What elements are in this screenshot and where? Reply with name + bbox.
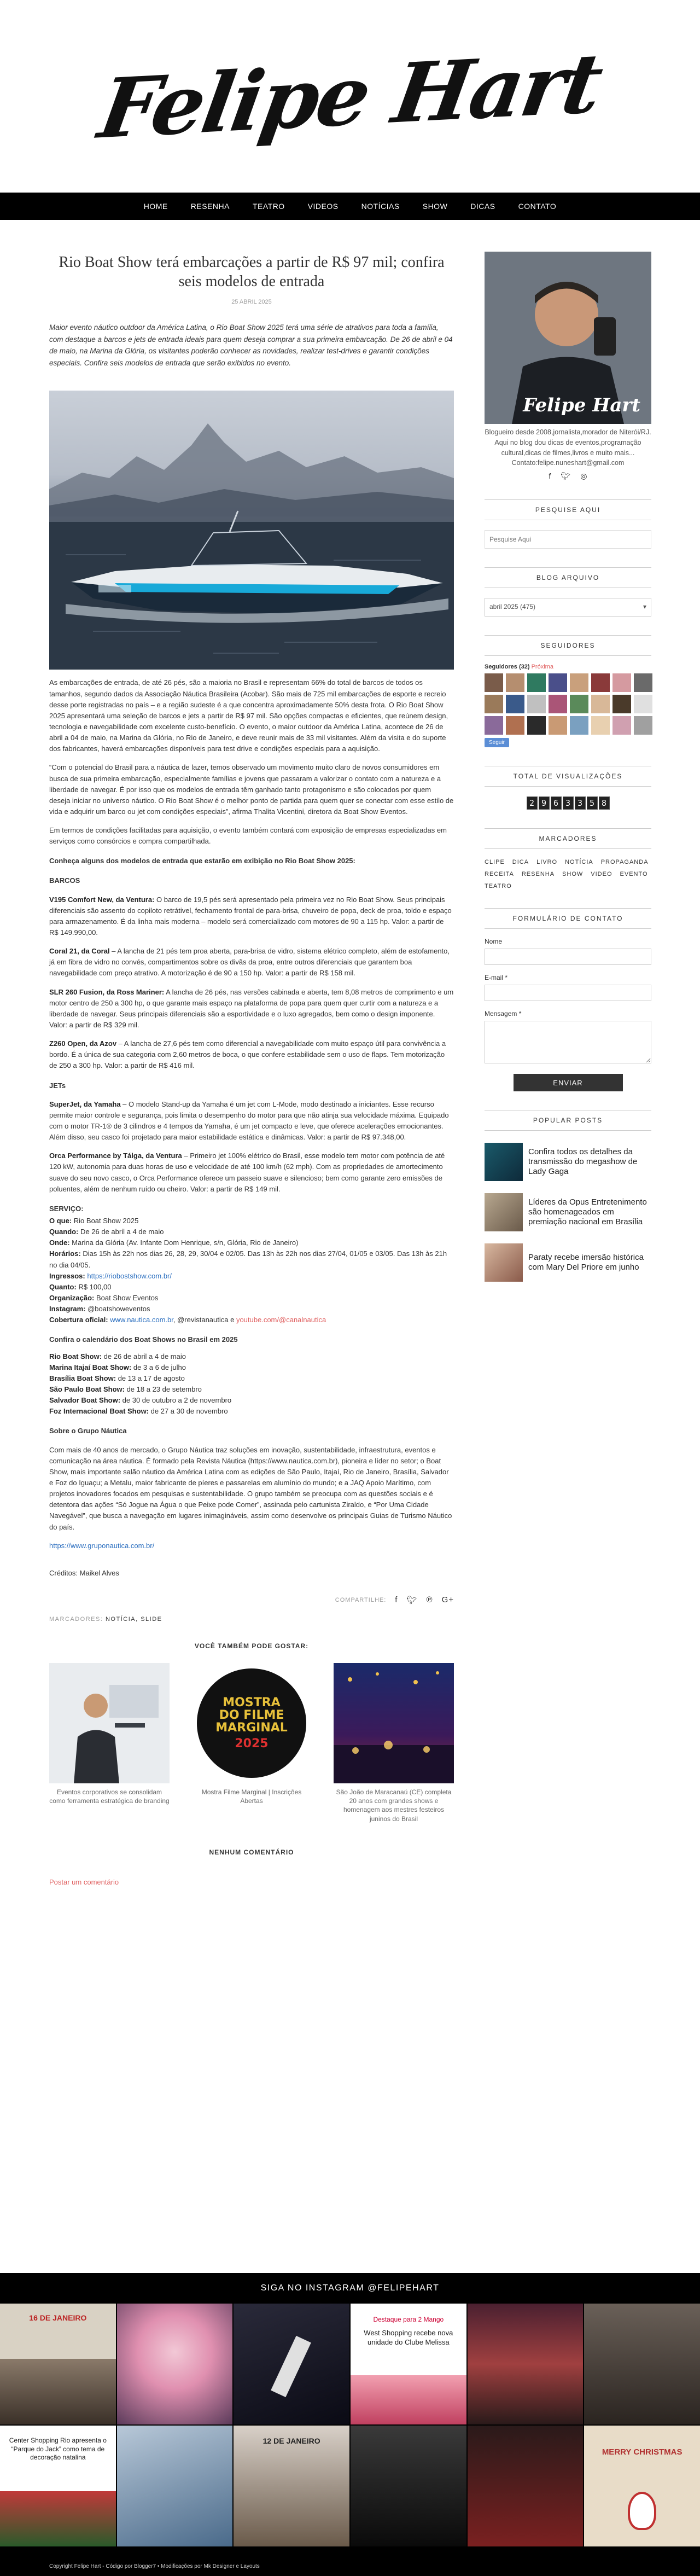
instagram-post[interactable] [0,2426,116,2546]
instagram-footer [0,2273,700,2576]
avatar[interactable] [612,673,631,692]
follow-button[interactable]: Seguir [485,738,509,747]
model-desc: – Primeiro jet 100% elétrico do Brasil, esse modelo tem motor com potência de até 120 kW, autonomia para duas horas de uso e velocidade de até 100 km/h (62 mph). Com as propriedades de amortecimento suave do seu novo casco, o Orca Performance oferece um passeio suave e silencioso; bem como garante zero emissões de poluentes, além de nenhum ruído ou cheiro. Valor: a partir de R$ 149 mil. [49,1152,445,1193]
service-item [49,1315,454,1325]
tag-link[interactable]: RECEITA [485,871,514,877]
nav-contato[interactable]: CONTATO [518,202,557,211]
tag-link[interactable]: LIVRO [536,859,558,865]
service-heading: SERVIÇO: [49,1204,84,1213]
message-field[interactable] [485,1021,651,1063]
related-item[interactable] [334,1663,454,1823]
avatar[interactable] [634,716,652,735]
model-name: Coral 21, da Coral [49,947,110,956]
post-body [49,677,454,1579]
chevron-down-icon: ▾ [643,603,646,610]
tag-link[interactable]: CLIPE [485,859,505,865]
message-label: Mensagem * [485,1010,522,1017]
profile-signature: Felipe Hart [523,394,640,416]
service-item [49,1271,454,1282]
model-coral21 [49,946,454,979]
twitter-icon[interactable]: 🐦︎ [561,472,571,480]
model-superjet [49,1099,454,1143]
content-wrap [0,220,700,2271]
instagram-post[interactable] [234,2426,349,2546]
service-key: Quando: [49,1228,79,1236]
avatar[interactable] [570,673,588,692]
search-title: PESQUISE AQUI [485,499,651,520]
instagram-icon[interactable]: ◎ [580,472,587,480]
service-list [49,1216,454,1325]
tag-link[interactable]: PROPAGANDA [600,859,649,865]
followers-count: Seguidores (32) [485,664,530,670]
instagram-post-caption: MERRY CHRISTMAS [602,2447,682,2457]
nav-videos[interactable]: VIDEOS [307,202,339,211]
related-item-title[interactable]: Eventos corporativos se consolidam como ferramenta estratégica de branding [49,1788,170,1805]
film-festival-name: MOSTRA DO FILME MARGINAL [215,1695,288,1735]
instagram-post[interactable] [468,2426,584,2546]
twitter-icon[interactable]: 🐦︎ [406,1595,418,1605]
avatar[interactable] [527,673,546,692]
pinterest-icon[interactable]: ℗ [426,1595,433,1605]
service-value: De 26 de abril a 4 de maio [78,1228,164,1236]
calendar-item [49,1384,454,1395]
name-field[interactable] [485,949,651,965]
popular-item-title[interactable]: Confira todos os detalhes da transmissão do megashow de Lady Gaga [528,1147,638,1176]
instagram-post[interactable] [0,2304,116,2424]
service-item [49,1226,454,1237]
post-subheading: JETs [49,1081,66,1090]
model-desc: – A lancha de 27,6 pés tem como diferencial a navegabilidade com muito espaço útil para convivência a bordo. É a única de sua categoria com 2,60 metros de boca, o que confere estabilidade sem o uso de flaps. Tem motorização de 250 a 300 hp. Valor: a partir de R$ 416 mil. [49,1039,446,1070]
service-item [49,1293,454,1304]
film-festival-year: 2025 [235,1737,269,1751]
instagram-post[interactable] [351,2426,466,2546]
counter-digit: 5 [587,796,598,810]
instagram-post[interactable] [351,2304,466,2424]
post-paragraph: As embarcações de entrada, de até 26 pés, são a maioria no Brasil e representam 66% do total de barcos de todos os tamanhos, segundo dados da Associação Náutica Brasileira (Acobar). São mais de 725 mil embarcações de esporte e recreio desse porte registradas no país – e a região sudeste é a que concentra aproximadamente 50% desta frota. O Rio Boat Show 2025 apresentará uma seleção de barcos e jets a partir de R$ 97 mil. São opções compactas e eficientes, que reúnem design, tecnologia e navegabilidade com excelente custo-benefício. O evento, o maior outdoor da América Latina, acontece de 26 de abril a 04 de maio, na Marina da Glória, no Rio de Janeiro, e deve reunir mais de 33 mil visitantes. Além da visita e do suporte dos fabricantes, haverá embarcações disponíveis para test drive e condições especiais para a aquisição. [49,678,448,753]
service-item [49,1282,454,1293]
instagram-post[interactable] [117,2426,233,2546]
post-labels [49,1616,454,1623]
followers-grid [485,673,651,735]
avatar[interactable] [485,695,503,713]
tags-title: MARCADORES [485,828,651,849]
avatar[interactable] [570,695,588,713]
nautica-link[interactable]: www.nautica.com.br [110,1316,173,1324]
main-nav [0,193,700,220]
share-bar [49,1595,454,1605]
profile-social [485,472,651,481]
instagram-post[interactable] [584,2304,700,2424]
counter-digit: 3 [563,796,574,810]
instagram-post[interactable] [468,2304,584,2424]
calendar-key: Brasília Boat Show: [49,1374,116,1382]
post-paragraph: “Com o potencial do Brasil para a náutica de lazer, temos observado um movimento muito claro de novos consumidores em busca de sua primeira embarcação, especialmente famílias e jovens que passaram a valorizar o contato com a natureza e a liberdade de navegar. É por isso que os modelos de entrada têm ganhado tanto protagonismo e são colocados por quem deseja iniciar no universo náutico. O Rio Boat Show é o melhor ponto de partida para quem quer se conectar com esse estilo de vida e adquirir um barco ou jet com condições especiais”, afirma Thalita Vicentini, diretora da Boat Show Eventos. [49,763,454,816]
calendar-key: Salvador Boat Show: [49,1396,121,1405]
model-desc: – O modelo Stand-up da Yamaha é um jet com L-Mode, modo destinado a iniciantes. Esse recurso permite maior controle e segurança, pois limita o desempenho do motor para que não atinja sua velocidade máxima. Equipado com o motor TR-1® de 3 cilindros e 4 tempos da Yamaha, é um jet compacto e leve, que oferece acelerações emocionantes. Além disso, seu casco foi projetado para maior estabilidade estática e dinâmicas. Valor: a partir de R$ 97.348,00. [49,1100,449,1142]
related-thumb[interactable] [191,1663,312,1783]
views-widget [485,766,651,810]
avatar[interactable] [612,716,631,735]
views-counter [485,796,651,810]
calendar-value: de 3 a 6 de julho [131,1363,186,1371]
archive-widget [485,567,651,617]
calendar-item [49,1373,454,1384]
related-posts [49,1663,454,1823]
post-photo-boat [49,391,454,670]
model-desc: O barco de 19,5 pés será apresentado pela primeira vez no Rio Boat Show. Seus principais diferenciais são assento do copiloto retrátivel, fechamento frontal de para-brisa, chuveiro de popa, deck de proa, toldo e espaço para armazenamento. É da linha mais moderna – modelo será comercializado com motores de 90 a 115 hp. Valor: a partir de R$ 149.990,00. [49,895,452,937]
post-paragraph: Em termos de condições facilitadas para aquisição, o evento também contará com exposição de empresas especializadas em serviços como consórcios e compra compartilhada. [49,826,447,846]
post-title[interactable]: Rio Boat Show terá embarcações a partir de R$ 97 mil; confira seis modelos de entrada [59,254,445,290]
model-name: SLR 260 Fusion, da Ross Mariner: [49,987,165,996]
tag-link[interactable]: RESENHA [521,871,555,877]
film-festival-poster [197,1668,306,1778]
share-label: COMPARTILHE: [335,1596,387,1603]
avatar[interactable] [506,716,524,735]
counter-digit: 8 [599,796,610,810]
facebook-icon[interactable]: f [395,1595,398,1605]
calendar-key: Marina Itajaí Boat Show: [49,1363,132,1371]
avatar[interactable] [506,695,524,713]
calendar-value: de 13 a 17 de agosto [116,1374,185,1382]
calendar-value: de 30 de outubro a 2 de novembro [120,1396,232,1405]
popular-item-title[interactable]: Paraty recebe imersão histórica com Mary Del Priore em junho [528,1253,644,1272]
avatar[interactable] [549,716,567,735]
popular-thumb[interactable] [485,1243,523,1282]
popular-item[interactable] [485,1193,651,1231]
service-key: Horários: [49,1249,81,1258]
avatar[interactable] [591,716,610,735]
profile-photo [485,252,651,424]
calendar-key: Foz Internacional Boat Show: [49,1407,149,1416]
post [49,253,454,1886]
avatar[interactable] [612,695,631,713]
avatar[interactable] [591,673,610,692]
service-item [49,1237,454,1248]
search-input[interactable] [485,530,651,549]
related-item[interactable] [191,1663,312,1823]
tag-link[interactable]: DICA [512,859,529,865]
instagram-title[interactable]: SIGA NO INSTAGRAM @FELIPEHART [260,2283,440,2293]
model-name: SuperJet, da Yamaha [49,1100,121,1108]
avatar[interactable] [506,673,524,692]
tag-link[interactable]: VIDEO [591,871,612,877]
model-desc: A lancha de 26 pés, nas versões cabinada e aberta, tem 8,08 metros de comprimento e um motor centro de 250 a 300 hp, o que garante mais espaço na plataforma de popa para quem quer curtir com a natureza e a liberdade de navegar. Seus principais diferenciais são a esportividade e o luxo agregados, bem como o design imponente. Valor: a partir de R$ 329 mil. [49,987,454,1030]
instagram-post[interactable] [584,2426,700,2546]
copyright: Copyright Felipe Hart - Código por Blogger7 • Modificações por Mk Designer e Layouts [49,2563,260,2569]
popular-item[interactable] [485,1143,651,1181]
avatar[interactable] [570,716,588,735]
calendar-key: Rio Boat Show: [49,1352,102,1360]
tag-link[interactable]: EVENTO [620,871,648,877]
related-thumb[interactable] [334,1663,454,1783]
group-paragraph: Com mais de 40 anos de mercado, o Grupo Náutica traz soluções em inovação, sustentabilidade, infraestrutura, eventos e comunicação na área náutica. É formado pela Revista Náutica (https://www.nautica.com.br), pioneira e líder no setor; o Boat Show, mais importante salão náutico da América Latina com as edições de São Paulo, Itajaí, Rio de Janeiro, Brasília, Salvador e Foz do Iguaçu; a Metalu, maior fabricante de píeres e passarelas em alumínio do mundo; e a JAQ Apoio Marítimo, com projetos inovadores focados em pesquisas e sustentabilidade. O grupo também se preocupa com as questões sociais e é detentora das ações “Só Jogue na Água o que Peixe pode Comer”, assinada pelo cartunista Ziraldo, e “Por Uma Cidade Navegável”, que busca a navegação em lugares inimagináveis, assim como desenvolve os principais Guias de Turismo Náutico do país. [49,1445,452,1531]
counter-digit: 6 [551,796,562,810]
tag-link[interactable]: SHOW [562,871,584,877]
popular-widget [485,1110,651,1282]
counter-digit: 9 [539,796,550,810]
sidebar [485,252,651,1282]
archive-value: abril 2025 (475) [489,603,536,610]
service-item [49,1248,454,1270]
group-link[interactable]: https://www.gruponautica.com.br/ [49,1541,155,1550]
model-slr260 [49,987,454,1031]
avatar[interactable] [485,673,503,692]
instagram-post-caption: 16 DE JANEIRO [29,2313,87,2322]
popular-item-title[interactable]: Líderes da Opus Entretenimento são homenageados em premiação nacional em Brasília [528,1197,647,1226]
instagram-post[interactable] [117,2304,233,2424]
calendar-item [49,1395,454,1406]
popular-title: POPULAR POSTS [485,1110,651,1131]
labels-items[interactable]: NOTÍCIA, SLIDE [105,1615,162,1623]
archive-select[interactable] [485,598,651,617]
group-heading: Sobre o Grupo Náutica [49,1427,127,1435]
model-name: Orca Performance by Tálga, da Ventura [49,1152,182,1160]
facebook-icon[interactable]: f [549,472,551,480]
related-thumb[interactable] [49,1663,170,1783]
model-v195 [49,894,454,939]
service-value: Marina da Glória (Av. Infante Dom Henrique, s/n, Glória, Rio de Janeiro) [69,1238,299,1247]
counter-digit: 3 [575,796,586,810]
nav-show[interactable]: SHOW [422,202,448,211]
service-key: Organização: [49,1293,95,1302]
followers-next[interactable]: Próxima [531,664,553,670]
labels-prefix: MARCADORES: [49,1615,103,1623]
post-intro: Maior evento náutico outdoor da América Latina, o Rio Boat Show 2025 terá uma série de atrativos para toda a família, com destaque a barcos e jets de entrada ideais para quem deseja comprar a sua primeira embarcação. De 26 de abril e 04 de maio, na Marina da Glória, os visitantes poderão conhecer as novidades, realizar test-drives e garantir condições especiais. Confira seis modelos de entrada que serão exibidos no evento. [49,323,453,367]
post-subheading: Conheça alguns dos modelos de entrada que estarão em exibição no Rio Boat Show 2025: [49,857,355,865]
model-z260 [49,1038,454,1071]
post-comment-link[interactable]: Postar um comentário [49,1877,119,1886]
avatar[interactable] [634,695,652,713]
profile-description: Blogueiro desde 2008,jornalista,morador de Niterói/RJ. Aqui no blog dou dicas de eventos,programação cultural,dicas de filmes,livros e muito mais... Contato:felipe.nuneshart@gmail.com [485,428,651,467]
followers-title: SEGUIDORES [485,635,651,656]
avatar[interactable] [527,716,546,735]
service-value: @boatshoweventos [85,1305,150,1313]
instagram-post-caption: West Shopping recebe nova unidade do Clube Melissa [364,2329,453,2346]
service-value: R$ 100,00 [76,1282,112,1291]
nav-teatro[interactable]: TEATRO [252,202,285,211]
service-key: Cobertura oficial: [49,1316,108,1324]
avatar[interactable] [634,673,652,692]
model-name: V195 Comfort New, da Ventura: [49,895,155,904]
calendar-item [49,1406,454,1417]
service-value: , @revistanautica e [173,1316,235,1324]
related-item-title[interactable]: São João de Maracanaú (CE) completa 20 anos com grandes shows e homenagem aos mestres festeiros juninos do Brasil [336,1788,452,1823]
service-value: Dias 15h às 22h nos dias 26, 28, 29, 30/04 e 02/05. Das 13h às 22h nos dias 27/04, 01/05 e 03/05. Das 13h às 21h no dia 04/05. [49,1249,447,1269]
send-button[interactable]: ENVIAR [514,1074,623,1091]
calendar-item [49,1362,454,1373]
instagram-post-caption: 12 DE JANEIRO [262,2437,320,2445]
service-item [49,1216,454,1226]
blog-header [0,0,700,193]
instagram-post-caption: Center Shopping Rio apresenta o “Parque do Jack” como tema de decoração natalina [9,2437,107,2462]
popular-thumb[interactable] [485,1193,523,1231]
avatar[interactable] [591,695,610,713]
contact-widget [485,908,651,1091]
google-plus-icon[interactable]: G+ [441,1595,454,1605]
calendar-item [49,1351,454,1362]
popular-thumb[interactable] [485,1143,523,1181]
tags-widget [485,828,651,889]
nav-dicas[interactable]: DICAS [470,202,495,211]
tag-link[interactable]: TEATRO [485,883,512,889]
email-field[interactable] [485,985,651,1001]
blog-logo[interactable]: Felipe Hart [92,35,608,158]
contact-title: FORMULÁRIO DE CONTATO [485,908,651,929]
service-key: Onde: [49,1238,70,1247]
avatar[interactable] [527,695,546,713]
service-value: Boat Show Eventos [94,1293,159,1302]
nav-home[interactable]: HOME [143,202,168,211]
avatar[interactable] [549,673,567,692]
related-title: VOCÊ TAMBÉM PODE GOSTAR: [194,1642,309,1650]
service-key: Instagram: [49,1305,86,1313]
profile-widget [485,252,651,481]
tickets-link[interactable]: https://riobostshow.com.br/ [85,1271,172,1280]
counter-digit: 2 [527,796,538,810]
model-orca [49,1150,454,1195]
comments-title: NENHUM COMENTÁRIO [209,1848,294,1856]
email-label: E-mail * [485,974,508,981]
service-key: O que: [49,1217,72,1225]
instagram-post-caption: Destaque para 2 Mango [373,2316,444,2323]
followers-widget [485,635,651,747]
service-key: Quanto: [49,1282,77,1291]
youtube-link[interactable]: youtube.com/@canalnautica [234,1316,326,1324]
post-credits: Créditos: Maikel Alves [49,1568,119,1577]
service-item [49,1304,454,1315]
avatar[interactable] [485,716,503,735]
followers-box [485,664,651,747]
calendar-value: de 27 a 30 de novembro [149,1407,228,1416]
tag-link[interactable]: NOTÍCIA [565,859,593,865]
related-item[interactable] [49,1663,170,1823]
service-value: Rio Boat Show 2025 [72,1217,139,1225]
post-date: 25 ABRIL 2025 [231,299,272,305]
model-desc: – A lancha de 21 pés tem proa aberta, para-brisa de vidro, sistema elétrico completo, além de estofamento, já em fibra de vidro no convés, compartimentos sobre os divãs da proa, entre outros diferenciais que garantem boa navegabilidade com preço atrativo. A motorização é de 90 a 150 hp. Valor: a partir de R$ 158 mil. [49,947,450,978]
calendar-value: de 18 a 23 de setembro [124,1385,202,1393]
service-key: Ingressos: [49,1271,85,1280]
calendar-key: São Paulo Boat Show: [49,1385,125,1393]
tags-list [485,859,651,889]
instagram-grid [0,2304,700,2546]
name-label: Nome [485,938,503,945]
popular-item[interactable] [485,1243,651,1282]
related-item-title[interactable]: Mostra Filme Marginal | Inscrições Abertas [201,1788,302,1805]
model-name: Z260 Open, da Azov [49,1039,117,1048]
calendar-value: de 26 de abril a 4 de maio [102,1352,186,1360]
archive-title: BLOG ARQUIVO [485,567,651,588]
calendar-heading: Confira o calendário dos Boat Shows no Brasil em 2025 [49,1335,238,1344]
search-widget [485,499,651,549]
nav-noticias[interactable]: NOTÍCIAS [361,202,400,211]
nav-resenha[interactable]: RESENHA [190,202,230,211]
post-subheading: BARCOS [49,876,80,885]
avatar[interactable] [549,695,567,713]
views-title: TOTAL DE VISUALIZAÇÕES [485,766,651,787]
calendar-list [49,1351,454,1417]
instagram-post[interactable] [234,2304,349,2424]
